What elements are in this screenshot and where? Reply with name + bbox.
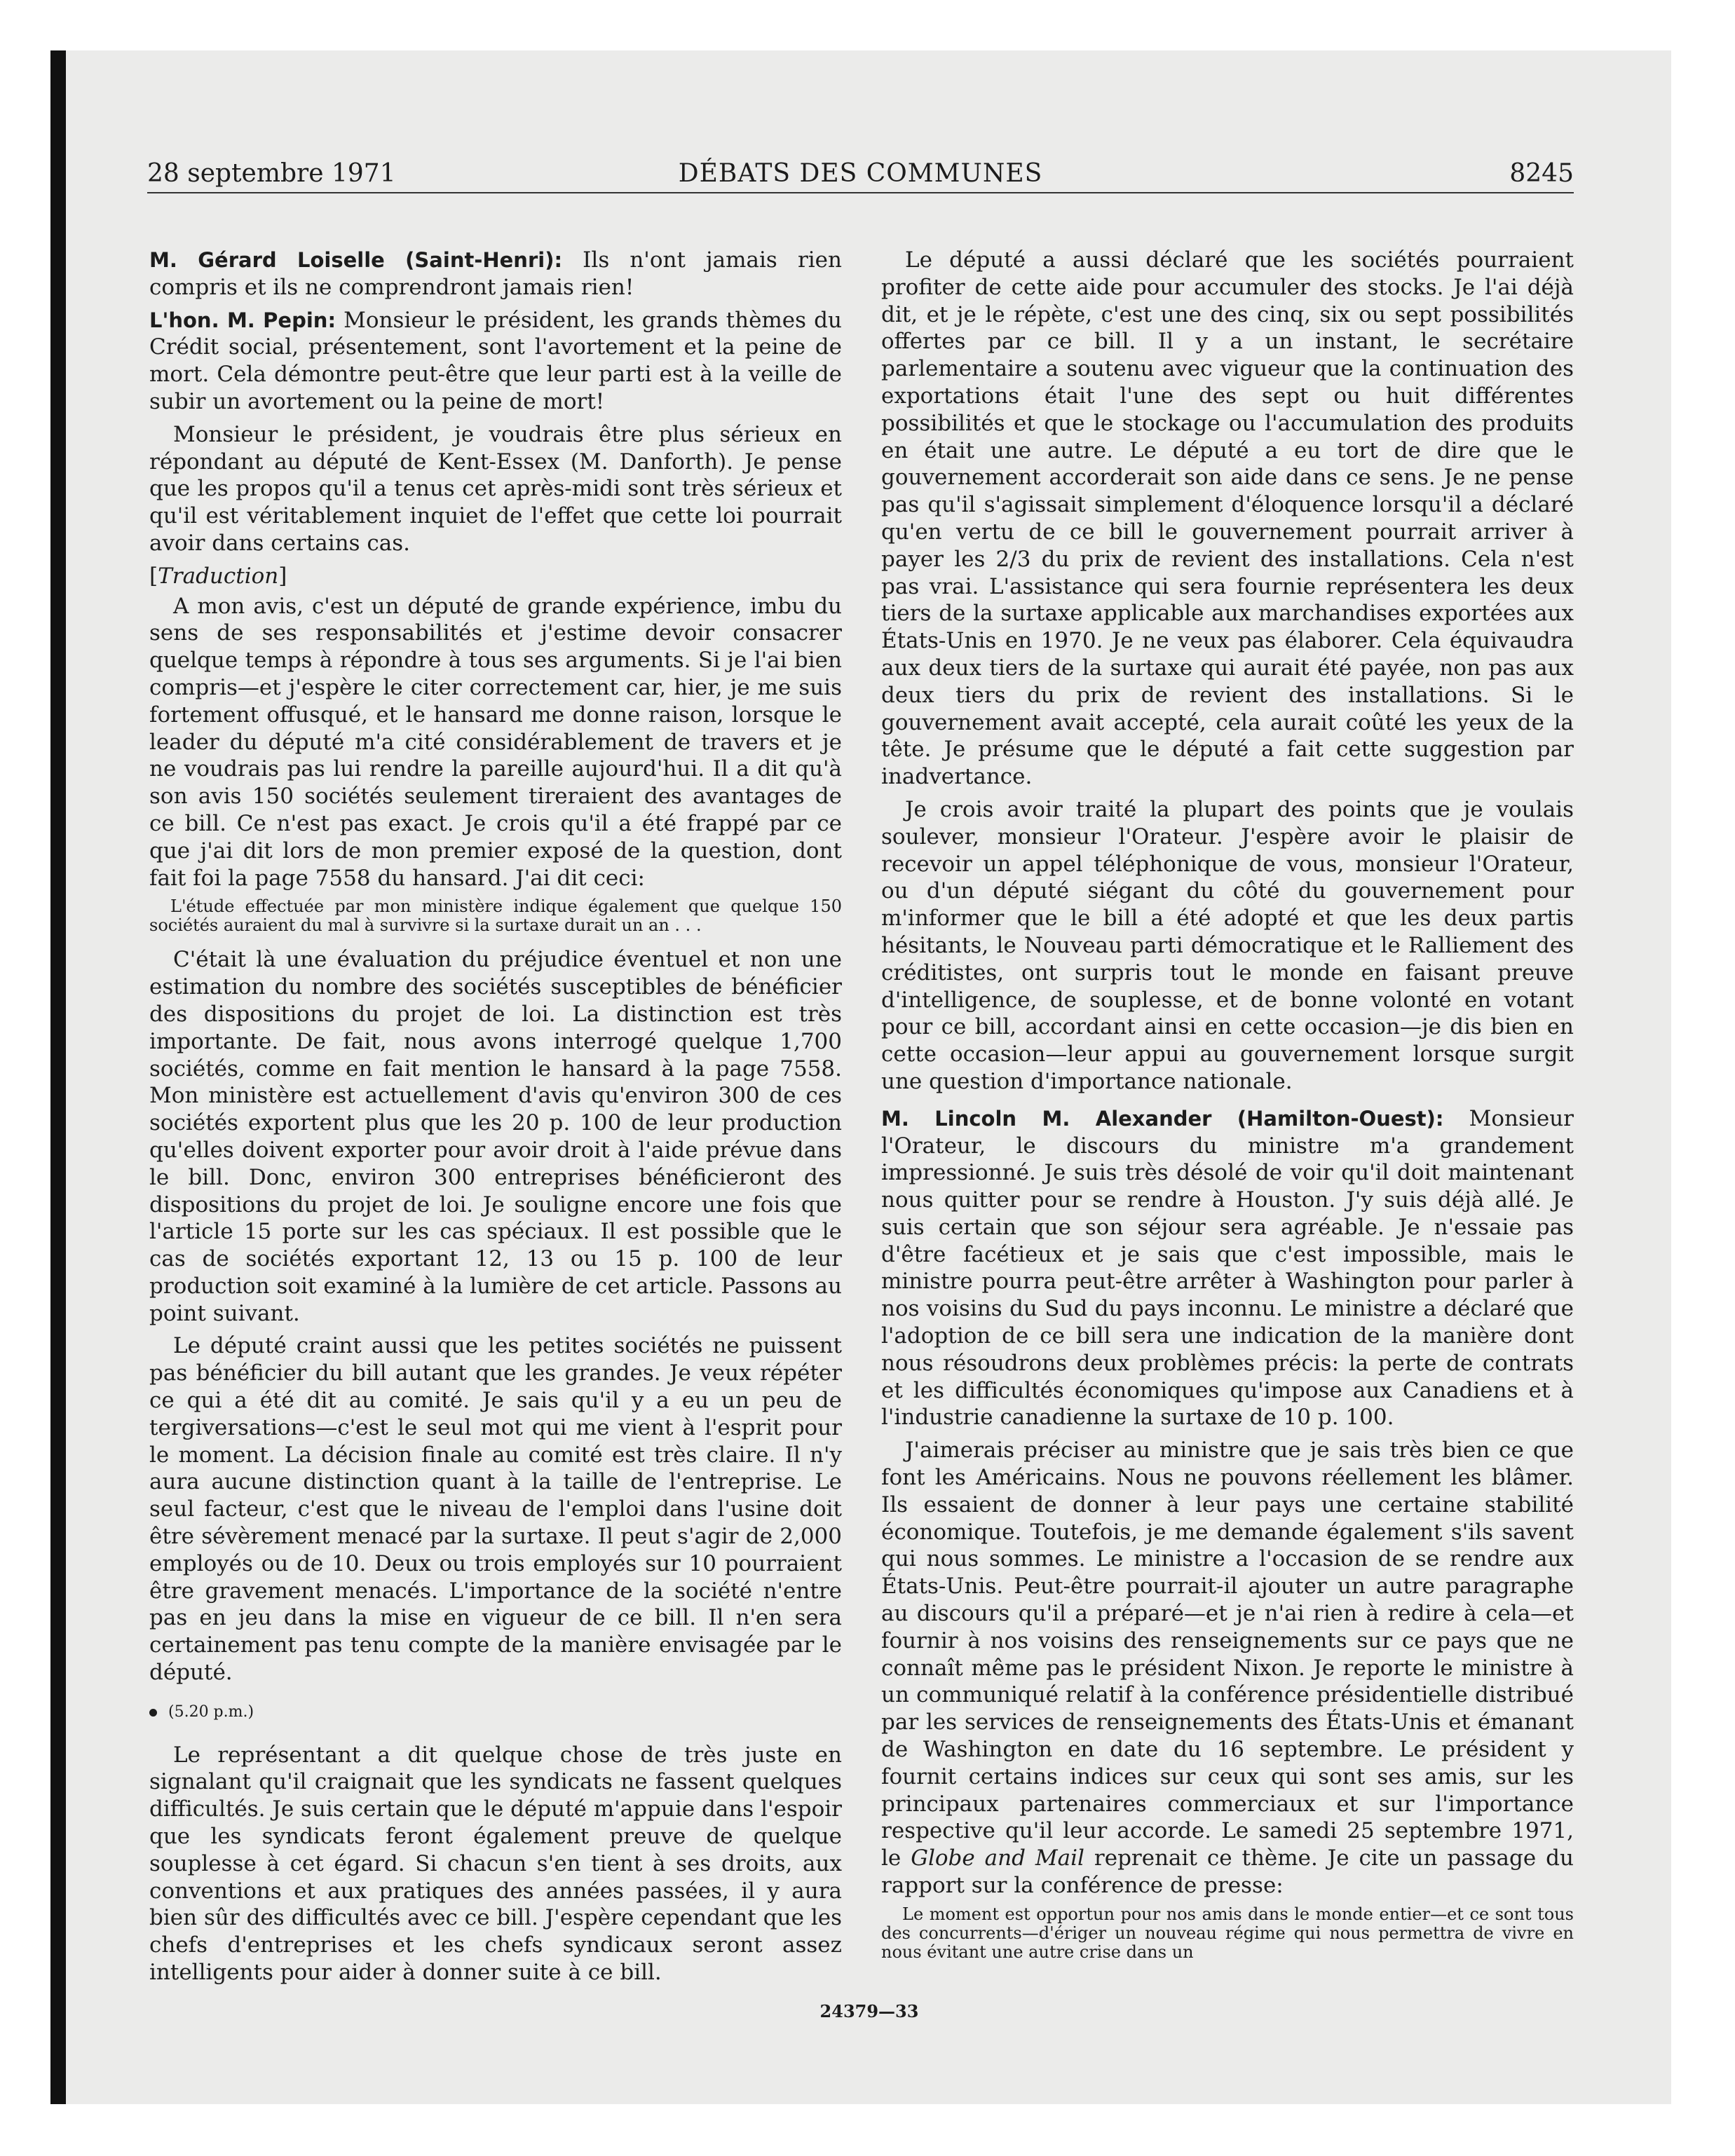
paragraph bbox=[881, 1105, 1574, 1432]
paragraph: Le représentant a dit quelque chose de très juste en signalant qu'il craignait que les syndicats ne fassent quelques difficultés. Je suis certain que le député m'appuie dans l'espoir que les syndicats feront également preuve de quelque souplesse à cet égard. Si chacun s'en tient à ses droits, aux conventions et aux pratiques des années passées, il y aura bien sûr des difficultés avec ce bill. J'espère cependant que les chefs d'entreprises et les chefs syndicaux seront assez intelligents pour aider à donner suite à ce bill. bbox=[149, 1742, 842, 1986]
time-marker: (5.20 p.m.) bbox=[149, 1699, 842, 1726]
paragraph: Le député craint aussi que les petites sociétés ne puissent pas bénéficier du bill autant que les grandes. Je veux répéter ce qui a été dit au comité. Je sais qu'il y a eu un peu de tergiversations—c'est le seul mot qui me vient à l'esprit pour le moment. La décision finale au comité est très claire. Il n'y aura aucune distinction quant à la taille de l'entreprise. Le seul facteur, c'est que le niveau de l'emploi dans l'usine doit être sévèrement menacé par la surtaxe. Il peut s'agir de 2,000 employés ou de 10. Deux ou trois employés sur 10 pourraient être gravement menacés. L'importance de la société n'entre pas en jeu dans la mise en vigueur de ce bill. Il n'en sera certainement pas tenu compte de la manière envisagée par le député. bbox=[149, 1333, 842, 1686]
page-number: 8245 bbox=[1509, 159, 1574, 188]
print-signature: 24379—33 bbox=[819, 2001, 919, 2021]
paragraph: Je crois avoir traité la plupart des points que je voulais soulever, monsieur l'Orateur. J'espère avoir le plaisir de recevoir un appel téléphonique de vous, monsieur l'Orateur, ou d'un député siégant du côté du gouvernement pour m'informer que le bill a été adopté et que les deux partis hésitants, le Nouveau parti démocratique et le Ralliement des créditistes, ont surpris tout le monde en faisant preuve d'intelligence, de souplesse, et de bonne volonté en votant pour ce bill, accordant ainsi en cette occasion—je dis bien en cette occasion—leur appui au gouvernement lorsque surgit une question d'importance nationale. bbox=[881, 796, 1574, 1094]
speaker-name: M. Lincoln M. Alexander (Hamilton-Ouest): bbox=[881, 1106, 1444, 1131]
right-column bbox=[881, 247, 1574, 1973]
paragraph-text: Monsieur le président, les grands thèmes du Crédit social, présentement, sont l'avortement et la peine de mort. Cela démontre peut-être que leur parti est à la veille de subir un avortement ou la peine de mort! bbox=[149, 307, 842, 414]
translation-note: [Traduction] bbox=[149, 563, 287, 589]
binding-edge bbox=[50, 50, 66, 2104]
block-quote: Le moment est opportun pour nos amis dans le monde entier—et ce sont tous des concurrents—d'ériger un nouveau régime qui nous permettra de vivre en nous évitant une autre crise dans un bbox=[881, 1904, 1574, 1962]
paragraph: C'était là une évaluation du préjudice éventuel et non une estimation du nombre des sociétés susceptibles de bénéficier des dispositions du projet de loi. La distinction est très importante. De fait, nous avons interrogé quelque 1,700 sociétés, comme en fait mention le hansard à la page 7558. Mon ministère est actuellement d'avis qu'environ 300 de ces sociétés exportent plus que les 20 p. 100 de leur production qu'elles doivent exporter pour avoir droit à l'aide prévue dans le bill. Donc, environ 300 entreprises bénéficieront des dispositions du projet de loi. Je souligne encore une fois que l'article 15 porte sur les cas spéciaux. Il est possible que le cas de sociétés exportant 12, 13 ou 15 p. 100 de leur production soit examiné à la lumière de cet article. Passons au point suivant. bbox=[149, 947, 842, 1326]
paragraph: A mon avis, c'est un député de grande expérience, imbu du sens de ses responsabilités et j'estime devoir consacrer quelque temps à répondre à tous ses arguments. Si je l'ai bien compris—et j'espère le citer correctement car, hier, je me suis fortement offusqué, et le hansard me donne raison, lorsque le leader du député m'a cité considérablement de travers et je ne voudrais pas lui rendre la pareille aujourd'hui. Il a dit qu'à son avis 150 sociétés seulement tireraient des avantages de ce bill. Ce n'est pas exact. Je crois qu'il a été frappé par ce que j'ai dit lors de mon premier exposé de la question, dont fait foi la page 7558 du hansard. J'ai dit ceci: bbox=[149, 593, 842, 891]
bullet-icon bbox=[149, 1709, 157, 1717]
speaker-name: M. Gérard Loiselle (Saint-Henri): bbox=[149, 248, 563, 272]
paragraph: J'aimerais préciser au ministre que je sais très bien ce que font les Américains. Nous ne pouvons réellement les blâmer. Ils essaient de donner à leur pays une certaine stabilité économique. Toutefois, je me demande également s'ils savent qui nous sommes. Le ministre a l'occasion de se rendre aux États-Unis. Peut-être pourrait-il ajouter un autre paragraphe au discours qu'il a préparé—et je n'ai rien à redire à cela—et fournir à nos voisins des renseignements sur ce pays que ne connaît même pas le président Nixon. Je reporte le ministre à un communiqué relatif à la conférence présidentielle distribué par les services de renseignements des États-Unis et émanant de Washington en date du 16 septembre. Le président y fournit certains indices sur ceux qui sont ses amis, sur les principaux partenaires commerciaux et sur l'importance respective qu'il leur accorde. Le samedi 25 septembre 1971, le Globe and Mail reprenait ce thème. Je cite un passage du rapport sur la conférence de presse: bbox=[881, 1438, 1574, 1899]
speaker-name: L'hon. M. Pepin: bbox=[149, 308, 336, 332]
paragraph bbox=[149, 307, 842, 416]
paragraph: Monsieur le président, je voudrais être plus sérieux en répondant au député de Kent-Essex (M. Danforth). Je pense que les propos qu'il a tenus cet après-midi sont très sérieux et qu'il est véritablement inquiet de l'effet que cette loi pourrait avoir dans certains cas. bbox=[149, 421, 842, 556]
header-title: DÉBATS DES COMMUNES bbox=[678, 159, 1043, 188]
newspaper-title: Globe and Mail bbox=[911, 1845, 1084, 1871]
block-quote: L'étude effectuée par mon ministère indique également que quelque 150 sociétés auraient du mal à survivre si la surtaxe durait un an . . . bbox=[149, 896, 842, 936]
header-date: 28 septembre 1971 bbox=[147, 159, 396, 188]
paragraph bbox=[149, 247, 842, 301]
paragraph-text: Ils n'ont jamais rien compris et ils ne comprendront jamais rien! bbox=[149, 247, 842, 300]
paragraph-text: Monsieur l'Orateur, le discours du ministre m'a grandement impressionné. Je suis très désolé de voir qu'il doit maintenant nous quitter pour se rendre à Houston. J'y suis déjà allé. Je suis certain que son séjour sera agréable. Je n'essaie pas d'être facétieux et je sais que c'est impossible, mais le ministre pourra peut-être arrêter à Washington pour parler à nos voisins du Sud du pays inconnu. Le ministre a déclaré que l'adoption de ce bill sera une indication de la manière dont nous résoudrons deux problèmes précis: la perte de contrats et les difficultés économiques qu'impose aux Canadiens et à l'industrie canadienne la surtaxe de 10 p. 100. bbox=[881, 1105, 1574, 1431]
left-column bbox=[149, 247, 842, 1992]
running-header bbox=[147, 156, 1574, 193]
paragraph: Le député a aussi déclaré que les sociétés pourraient profiter de cette aide pour accumuler des stocks. Je l'ai déjà dit, et je le répète, c'est une des cinq, six ou sept possibilités offertes par ce bill. Il y a un instant, le secrétaire parlementaire a soutenu avec vigueur que la continuation des exportations était l'une des sept ou huit différentes possibilités et que le stockage ou l'accumulation des produits en était une autre. Le député a eu tort de dire que le gouvernement accorderait son aide dans ce sens. Je ne pense pas qu'il s'agissait simplement d'éloquence lorsqu'il a déclaré qu'en vertu de ce bill le gouvernement pourrait arriver à payer les 2/3 du prix de revient des installations. Cela n'est pas vrai. L'assistance qui sera fournie représentera les deux tiers de la surtaxe applicable aux marchandises exportées aux États-Unis en 1970. Je ne veux pas élaborer. Cela équivaudra aux deux tiers de la surtaxe qui aurait été payée, non pas aux deux tiers du prix de revient des installations. Si le gouvernement avait accepté, cela aurait coûté les yeux de la tête. Je présume que le député a fait cette suggestion par inadvertance. bbox=[881, 247, 1574, 790]
